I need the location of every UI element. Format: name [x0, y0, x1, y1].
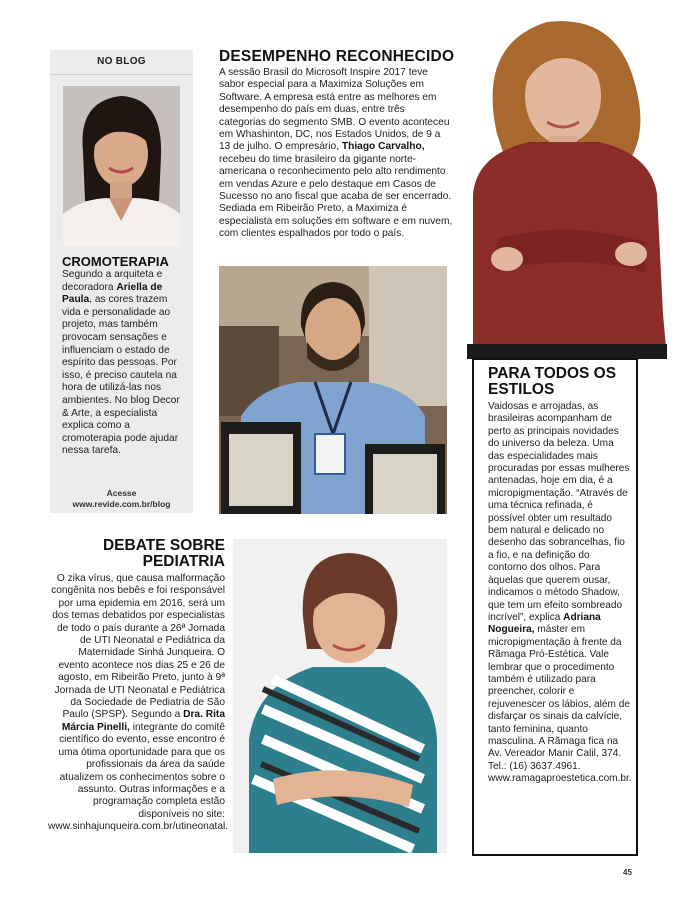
estilos-box — [472, 358, 638, 856]
rita-photo — [233, 539, 447, 853]
desempenho-text — [219, 67, 453, 241]
blog-access — [50, 488, 193, 510]
adriana-photo — [467, 14, 667, 359]
blog-name: Ariella de Paula — [62, 281, 163, 306]
desempenho-text-1: A sessão Brasil do Microsoft Inspire 2017 teve sabor especial para a Maximiza Soluções em Software. A empresa está entre as melhores em desempenho do país em duas, entre três categorias do segmento SMB. O evento aconteceu em Whashinton, DC, nos Estados Unidos, de 9 a 13 de julho. O empresário, — [219, 67, 450, 153]
blog-text-1: Segundo a arquiteta e decoradora — [62, 269, 163, 293]
debate-text-2: integrante do comitê científico do evento, esse encontro é uma ótima oportunidade para que os profissionais da área da saúde atualizem os conhecimentos sobre o assunto. Outras informações e a programação completa estão disponíveis no site: www.sinhajunqueira.com.br/utineonatal. — [48, 721, 229, 833]
debate-text — [48, 573, 229, 834]
debate-name: Dra. Rita Márcia Pinelli, — [61, 709, 225, 733]
debate-title: DEBATE SOBRE PEDIATRIA — [102, 537, 225, 570]
estilos-title: PARA TODOS OS ESTILOS — [488, 365, 617, 398]
blog-sidebar — [50, 50, 193, 513]
estilos-text-2: máster em micropigmentação à frente da Rãmaga Pró-Estética. Vale lembrar que o procedimento também é utilizado para preencher, colorir e rejuvenescer os lábios, além de disfarçar os sinais da calvície, tanto feminina, quanto masculina. A Rãmaga fica na Av. Vereador Manir Calil, 374. Tel.: (16) 3637.4961. www.ramagaproestetica.com.br. — [488, 624, 632, 785]
estilos-text-1: Vaidosas e arrojadas, as brasileiras acompanham de perto as principais novidades do universo da beleza. Uma das especialidades mais procuradas por essas mulheres antenadas, hoje em dia, é a micropigmentação. “Através de uma técnica refinada, é possível obter um resultado bem natural e delicado no desenho das sobrancelhas, fio a fio, e na definição do contorno dos olhos. Para àquelas que querem ousar, indicamos o método Shadow, que tem um efeito sombreado incrível”, explica — [488, 401, 630, 623]
page-number: 45 — [623, 868, 632, 877]
blog-text — [62, 269, 188, 458]
desempenho-name: Thiago Carvalho, — [341, 141, 425, 153]
blog-access-label: Acesse — [106, 488, 137, 498]
thiago-photo — [219, 266, 447, 514]
blog-text-2: , as cores trazem vida e personalidade ao projeto, mas também provocam sensações e influenciam o estado de espírito das pessoas. Por isso, é preciso cautela na hora de utilizá-las nos ambientes. No blog Decor & Arte, a especialista explica como a cromoterapia pode ajudar nessa tarefa. — [62, 294, 180, 457]
estilos-name: Adriana Nogueira, — [488, 611, 601, 636]
blog-header: NO BLOG — [50, 50, 193, 75]
debate-text-1: O zika vírus, que causa malformação congênita nos bebês e foi responsável por uma epidemia em 2016, será um dos temas debatidos por especialistas de todo o país durante a 26ª Jornada de UTI Neonatal e Pediátrica da Maternidade Sinhá Junqueira. O evento acontece nos dias 25 e 26 de agosto, em Ribeirão Preto, junto à 9ª Jornada de UTI Neonatal e Pediátrica da Sociedade de Pediatria de São Paulo (SPSP). Segundo a — [51, 573, 225, 721]
estilos-text — [488, 401, 630, 786]
desempenho-title: DESEMPENHO RECONHECIDO — [219, 48, 455, 65]
desempenho-text-2: recebeu do time brasileiro da gigante norte-americana o reconhecimento pelo alto rendimento em vendas Azure e pelo destaque em Casos de Sucesso no ano fiscal que acaba de ser encerrado. Sediada em Ribeirão Preto, a Maximiza é especialista em soluções em software e em nuvem, com clientes espalhados por todo o país. — [219, 153, 453, 240]
blog-access-url[interactable]: www.revide.com.br/blog — [72, 499, 171, 509]
ariella-photo — [63, 86, 180, 246]
blog-title: CROMOTERAPIA — [62, 254, 169, 269]
